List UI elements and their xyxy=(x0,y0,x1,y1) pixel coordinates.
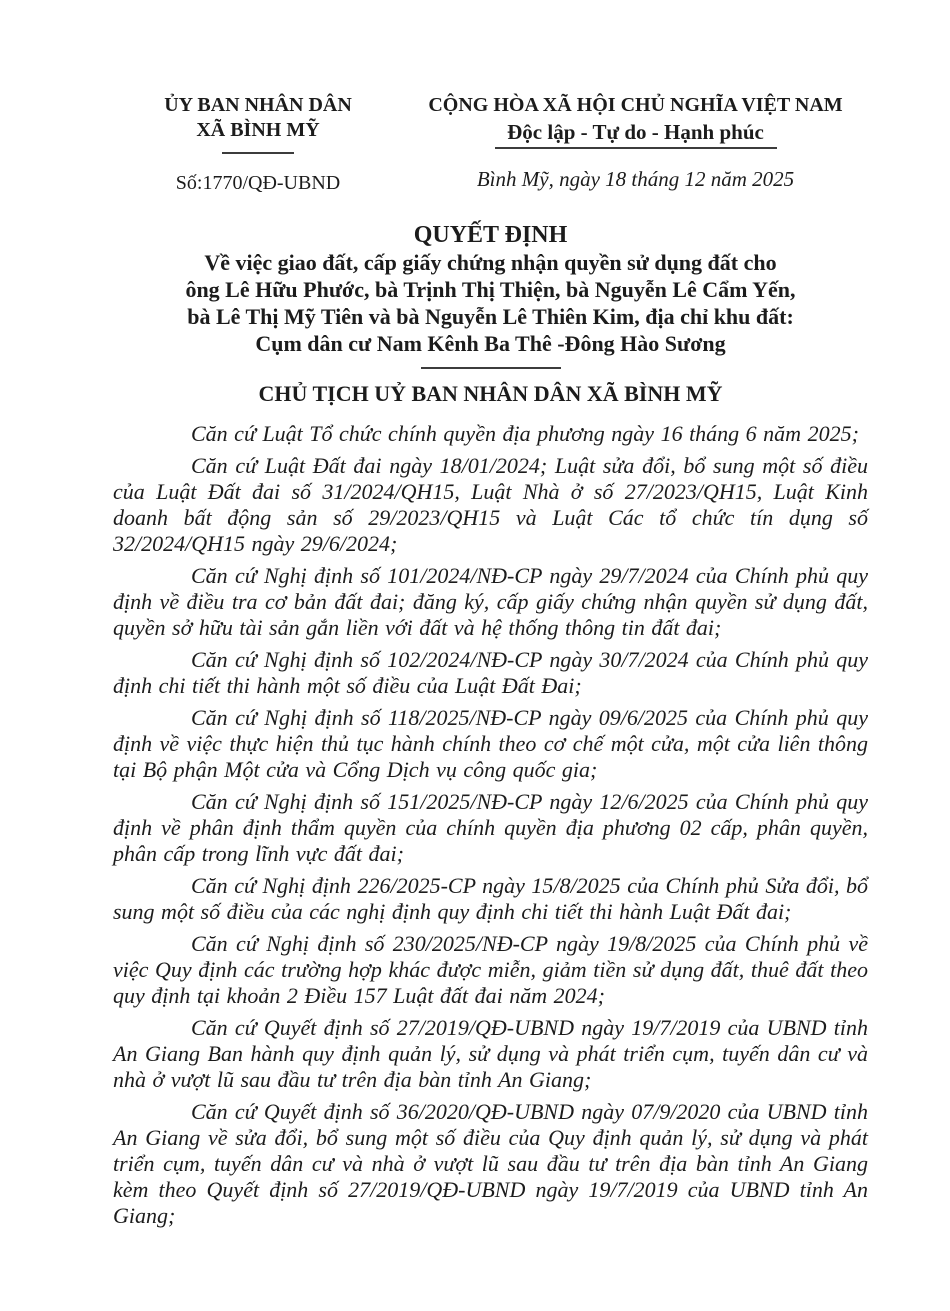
legal-basis-paragraph: Căn cứ Nghị định số 230/2025/NĐ-CP ngày 19/8/2025 của Chính phủ về việc Quy định các trường hợp khác được miễn, giảm tiền sử dụng đất, thuê đất theo quy định tại khoản 2 Điều 157 Luật đất đai năm 2024; xyxy=(113,931,868,1008)
legal-basis-paragraph: Căn cứ Nghị định số 118/2025/NĐ-CP ngày 09/6/2025 của Chính phủ quy định về việc thực hiện thủ tục hành chính theo cơ chế một cửa, một cửa liên thông tại Bộ phận Một cửa và Cổng Dịch vụ công quốc gia; xyxy=(113,705,868,782)
issuing-authority-block xyxy=(113,93,403,196)
legal-basis-paragraph: Căn cứ Nghị định số 151/2025/NĐ-CP ngày 12/6/2025 của Chính phủ quy định về phân định thẩm quyền của chính quyền địa phương 02 cấp, phân quyền, phân cấp trong lĩnh vực đất đai; xyxy=(113,789,868,866)
document-body xyxy=(113,421,868,1229)
subject-line: Cụm dân cư Nam Kênh Ba Thê -Đông Hào Sương xyxy=(255,331,726,356)
legal-basis-paragraph: Căn cứ Nghị định số 101/2024/NĐ-CP ngày 29/7/2024 của Chính phủ quy định về điều tra cơ bản đất đai; đăng ký, cấp giấy chứng nhận quyền sử dụng đất, quyền sở hữu tài sản gắn liền với đất và hệ thống thông tin đất đai; xyxy=(113,563,868,640)
legal-basis-paragraph: Căn cứ Quyết định số 36/2020/QĐ-UBND ngày 07/9/2020 của UBND tỉnh An Giang về sửa đổi, bổ sung một số điều của Quy định quản lý, sử dụng và phát triển cụm, tuyến dân cư và nhà ở vượt lũ sau đầu tư trên địa bàn tỉnh An Giang kèm theo Quyết định số 27/2019/QĐ-UBND ngày 19/7/2019 của UBND tỉnh An Giang; xyxy=(113,1099,868,1228)
legal-basis-paragraph: Căn cứ Quyết định số 27/2019/QĐ-UBND ngày 19/7/2019 của UBND tỉnh An Giang Ban hành quy định quản lý, sử dụng và phát triển cụm, tuyến dân cư và nhà ở vượt lũ sau đầu tư trên địa bàn tỉnh An Giang; xyxy=(113,1015,868,1092)
legal-basis-paragraph: Căn cứ Luật Đất đai ngày 18/01/2024; Luật sửa đổi, bổ sung một số điều của Luật Đất đai số 31/2024/QH15, Luật Nhà ở số 27/2023/QH15, Luật Kinh doanh bất động sản số 29/2023/QH15 và Luật Các tổ chức tín dụng số 32/2024/QH15 ngày 29/6/2024; xyxy=(113,453,868,556)
national-motto-line2: Độc lập - Tự do - Hạnh phúc xyxy=(507,120,764,144)
title-block xyxy=(113,221,868,407)
title-divider xyxy=(421,367,561,369)
issuing-authority-underline xyxy=(222,152,294,154)
subject-line: bà Lê Thị Mỹ Tiên và bà Nguyễn Lê Thiên Kim, địa chỉ khu đất: xyxy=(187,304,794,329)
document-header xyxy=(113,93,868,196)
issuing-authority-line1: ỦY BAN NHÂN DÂN xyxy=(164,94,352,116)
issuing-authority-line2: XÃ BÌNH MỸ xyxy=(196,119,320,141)
subject-line: Về việc giao đất, cấp giấy chứng nhận quyền sử dụng đất cho xyxy=(204,250,777,275)
national-motto-underline xyxy=(495,147,777,149)
place-and-date-line: Bình Mỹ, ngày 18 tháng 12 năm 2025 xyxy=(476,167,795,191)
document-title: QUYẾT ĐỊNH xyxy=(413,222,568,248)
document-number: Số:1770/QĐ-UBND xyxy=(175,172,341,194)
legal-basis-paragraph: Căn cứ Nghị định 226/2025-CP ngày 15/8/2025 của Chính phủ Sửa đổi, bổ sung một số điều của các nghị định quy định chi tiết thi hành Luật Đất đai; xyxy=(113,873,868,924)
legal-basis-paragraph: Căn cứ Nghị định số 102/2024/NĐ-CP ngày 30/7/2024 của Chính phủ quy định chi tiết thi hành một số điều của Luật Đất Đai; xyxy=(113,647,868,698)
deciding-authority-heading: CHỦ TỊCH UỶ BAN NHÂN DÂN XÃ BÌNH MỸ xyxy=(258,381,723,406)
national-motto-line1: CỘNG HÒA XÃ HỘI CHỦ NGHĨA VIỆT NAM xyxy=(428,94,843,116)
legal-basis-paragraph: Căn cứ Luật Tổ chức chính quyền địa phương ngày 16 tháng 6 năm 2025; xyxy=(191,421,859,446)
subject-line: ông Lê Hữu Phước, bà Trịnh Thị Thiện, bà Nguyễn Lê Cẩm Yến, xyxy=(185,277,796,302)
national-header-block xyxy=(403,93,868,192)
